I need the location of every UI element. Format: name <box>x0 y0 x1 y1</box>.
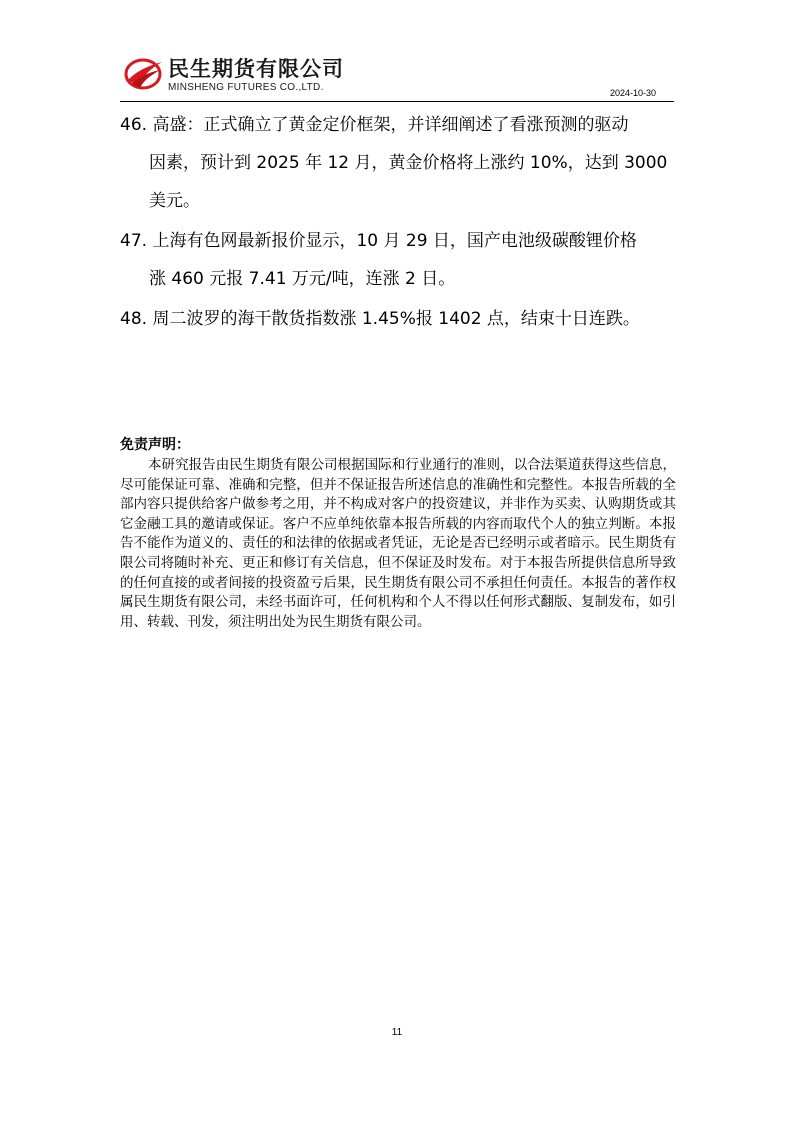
news-line: 47. 上海有色网最新报价显示，10 月 29 日，国产电池级碳酸锂价格 <box>120 231 637 251</box>
news-item <box>120 106 676 220</box>
disclaimer-text: 本研究报告由民生期货有限公司根据国际和行业通行的准则，以合法渠道获得这些信息，尽可能保证可靠、准确和完整，但并不保证报告所述信息的准确性和完整性。本报告所载的全部内容只提供给客户做参考之用，并不构成对客户的投资建议，并非作为买卖、认购期货或其它金融工具的邀请或保证。客户不应单纯依靠本报告所载的内容而取代个人的独立判断。本报告不能作为道义的、责任的和法律的依据或者凭证，无论是否已经明示或者暗示。民生期货有限公司将随时补充、更正和修订有关信息，但不保证及时发布。对于本报告所提供信息所导致的任何直接的或者间接的投资盈亏后果，民生期货有限公司不承担任何责任。本报告的著作权属民生期货有限公司，未经书面许可，任何机构和个人不得以任何形式翻版、复制发布，如引用、转载、刊发，须注明出处为民生期货有限公司。 <box>120 457 676 630</box>
minsheng-logo-icon <box>124 56 164 90</box>
news-line: 涨 460 元报 7.41 万元/吨，连涨 2 日。 <box>149 269 456 289</box>
news-item <box>120 222 676 298</box>
news-number: 48. <box>120 309 148 329</box>
news-list <box>120 106 676 340</box>
news-item <box>120 300 676 338</box>
company-name-cn: 民生期货有限公司 <box>168 57 344 81</box>
news-line: 46. 高盛：正式确立了黄金定价框架，并详细阐述了看涨预测的驱动 <box>120 115 629 135</box>
news-line: 美元。 <box>149 191 200 211</box>
news-line: 因素，预计到 2025 年 12 月，黄金价格将上涨约 10%，达到 3000 <box>149 153 668 173</box>
header-divider <box>120 101 674 102</box>
page-number: 11 <box>391 1027 403 1038</box>
disclaimer-section <box>120 434 676 632</box>
company-name-en: MINSHENG FUTURES CO.,LTD. <box>168 82 324 93</box>
news-number: 46. <box>120 115 148 135</box>
page-header <box>120 52 674 102</box>
news-line: 48. 周二波罗的海干散货指数涨 1.45%报 1402 点，结束十日连跌。 <box>120 309 640 329</box>
report-date: 2024-10-30 <box>609 88 656 98</box>
disclaimer-title: 免责声明： <box>120 437 190 453</box>
news-number: 47. <box>120 231 148 251</box>
